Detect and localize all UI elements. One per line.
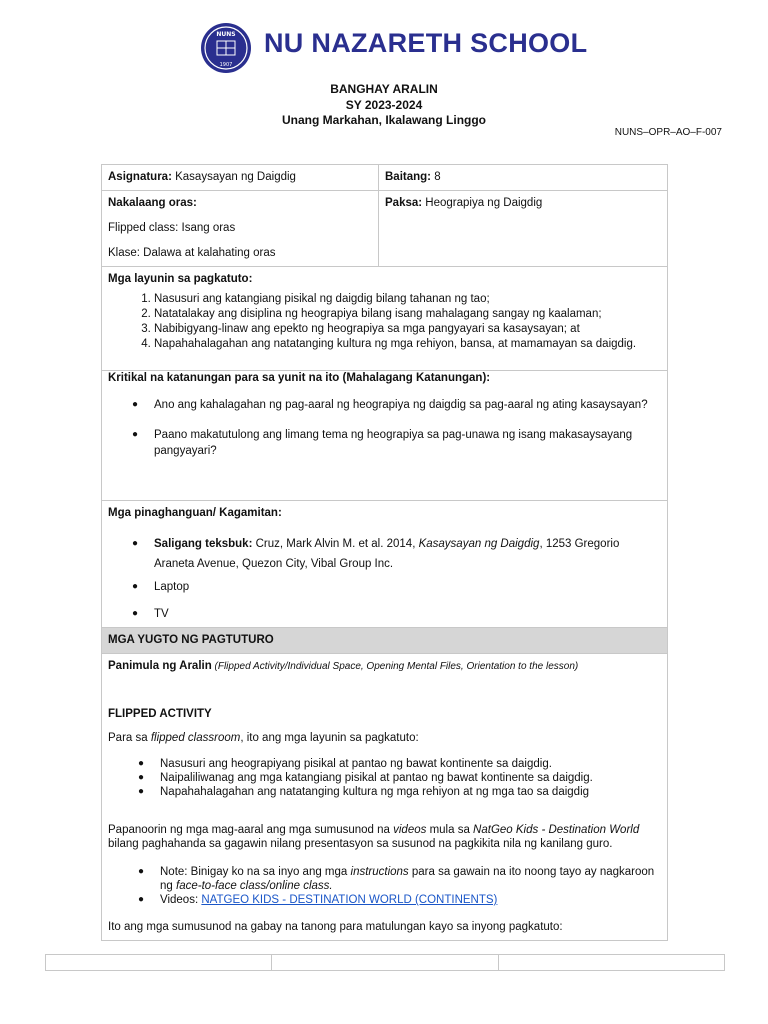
- question-item: ● Paano makatutulong ang limang tema ng heograpiya sa pag-unawa ng isang makasaysayang pangyayari?: [154, 427, 661, 459]
- note-item: [160, 865, 661, 893]
- textbook-authors: Cruz, Mark Alvin M. et al. 2014,: [252, 538, 419, 550]
- question-item: ● Ano ang kahalagahan ng pag-aaral ng heograpiya ng daigdig sa pag-aaral ng ating kasaysayan?: [154, 397, 661, 413]
- footer-cell: [499, 955, 724, 970]
- subject-cell: [102, 165, 379, 191]
- objectives-heading: Mga layunin sa pagkatuto:: [108, 273, 253, 285]
- flipped-goal-item: ● Napahahalagahan ang natatanging kultura ng mga rehiyon at ng mga tao sa daigdig: [160, 785, 661, 799]
- objective-item: 1. Nasusuri ang katangiang pisikal ng daigdig bilang tahanan ng tao;: [154, 292, 661, 307]
- note-class-type: face-to-face class/online class.: [176, 880, 333, 892]
- footer-table: [45, 954, 725, 971]
- class-time: Klase: Dalawa at kalahating oras: [108, 247, 276, 259]
- flipped-goal-item: ● Nasusuri ang heograpiyang pisikal at pantao ng bawat kontinente sa daigdig.: [160, 757, 661, 771]
- flipped-intro-pre: Para sa: [108, 732, 151, 744]
- watch-post: bilang paghahanda sa gagawin nilang presentasyon sa susunod na pagkikita nila ng kanilang guro.: [108, 838, 613, 850]
- textbook-title: Kasaysayan ng Daigdig: [418, 538, 540, 550]
- objective-item: 2. Natatalakay ang disiplina ng heograpiya bilang isang mahalagang sangay ng kaalaman;: [154, 307, 661, 322]
- objectives-list: [108, 292, 661, 352]
- textbook-item: [154, 534, 661, 574]
- document-code: NUNS–OPR–AO–F-007: [614, 127, 722, 138]
- flipped-goals-list: [108, 757, 661, 799]
- flipped-goal-item: ● Naipaliliwanag ang mga katangiang pisikal at pantao ng bawat kontinente sa daigdig.: [160, 771, 661, 785]
- notes-list: [108, 865, 661, 907]
- flipped-activity-heading: FLIPPED ACTIVITY: [108, 708, 212, 720]
- topic-label: Paksa:: [385, 197, 423, 209]
- subject-label: Asignatura:: [108, 171, 172, 183]
- footer-cell: [272, 955, 498, 970]
- textbook-publisher: , 1253 Gregorio Araneta Avenue, Quezon City, Vibal Group Inc.: [154, 538, 620, 570]
- lesson-intro-cell: [102, 654, 668, 941]
- teaching-stages-label: MGA YUGTO NG PAGTUTURO: [108, 634, 274, 646]
- videos-label: Videos:: [160, 894, 202, 906]
- textbook-label: Saligang teksbuk:: [154, 538, 253, 550]
- page-header: [0, 20, 768, 76]
- grade-label: Baitang:: [385, 171, 431, 183]
- resource-item: ● TV: [154, 606, 661, 622]
- objective-item: 4. Napahahalagahan ang natatanging kultura ng mga rehiyon, bansa, at mamamayan sa daigdig.: [154, 337, 661, 352]
- flipped-intro-italic: flipped classroom: [150, 732, 241, 744]
- topic-value: Heograpiya ng Daigdig: [422, 197, 543, 209]
- time-allotment-label: Nakalaang oras:: [108, 197, 197, 209]
- guide-questions-intro: Ito ang mga sumusunod na gabay na tanong para matulungan kayo sa inyong pagkatuto:: [108, 921, 563, 933]
- school-year: SY 2023-2024: [345, 97, 423, 112]
- footer-cell: [46, 955, 272, 970]
- objective-item: 3. Nabibigyang-linaw ang epekto ng heograpiya sa mga pangyayari sa kasaysayan; at: [154, 322, 661, 337]
- note-pre: Note: Binigay ko na sa inyo ang mga: [160, 866, 351, 878]
- flipped-intro-post: , ito ang mga layunin sa pagkatuto:: [240, 732, 419, 744]
- teaching-stages-heading: [102, 628, 668, 654]
- grade-cell: [379, 165, 668, 191]
- doc-title: BANGHAY ARALIN: [330, 82, 438, 96]
- critical-questions-cell: [102, 371, 668, 501]
- school-seal-icon: [200, 22, 252, 74]
- videos-link[interactable]: NATGEO KIDS - DESTINATION WORLD (CONTINENTS): [201, 894, 498, 906]
- svg-text:NUNS: NUNS: [216, 31, 236, 38]
- critical-questions-list: [108, 397, 661, 459]
- subject-value: Kasaysayan ng Daigdig: [171, 171, 296, 183]
- flipped-intro: [108, 732, 661, 745]
- topic-cell: [379, 191, 668, 267]
- watch-videos-word: videos: [393, 824, 427, 836]
- lesson-intro-note: (Flipped Activity/Individual Space, Opening Mental Files, Orientation to the lesson): [211, 661, 579, 672]
- lesson-intro-label: Panimula ng Aralin: [108, 660, 212, 672]
- svg-text:1907: 1907: [219, 62, 233, 68]
- document-titles: [0, 82, 768, 129]
- watch-source: NatGeo Kids - Destination World: [473, 824, 640, 836]
- time-allotment-cell: [102, 191, 379, 267]
- videos-item: [160, 893, 661, 907]
- watch-pre: Papanoorin ng mga mag-aaral ang mga sumusunod na: [108, 824, 394, 836]
- resources-heading: Mga pinaghanguan/ Kagamitan:: [108, 507, 282, 519]
- watch-instructions: [108, 823, 661, 851]
- school-name: NU NAZARETH SCHOOL: [264, 28, 588, 58]
- watch-mid: mula sa: [426, 824, 474, 836]
- note-instructions: instructions: [350, 866, 409, 878]
- grade-value: 8: [431, 171, 441, 183]
- quarter-week: Unang Markahan, Ikalawang Linggo: [281, 113, 487, 127]
- objectives-cell: [102, 267, 668, 371]
- resources-list: [108, 534, 661, 622]
- lesson-intro-line: [108, 660, 661, 673]
- resources-cell: [102, 501, 668, 628]
- critical-questions-heading: Kritikal na katanungan para sa yunit na ito (Mahalagang Katanungan):: [108, 372, 491, 384]
- note-mid: para sa gawain na ito noong tayo ay nagkaroon ng: [160, 866, 655, 892]
- flipped-class-time: Flipped class: Isang oras: [108, 222, 236, 234]
- lesson-plan-table: [101, 164, 668, 941]
- resource-item: ● Laptop: [154, 579, 661, 595]
